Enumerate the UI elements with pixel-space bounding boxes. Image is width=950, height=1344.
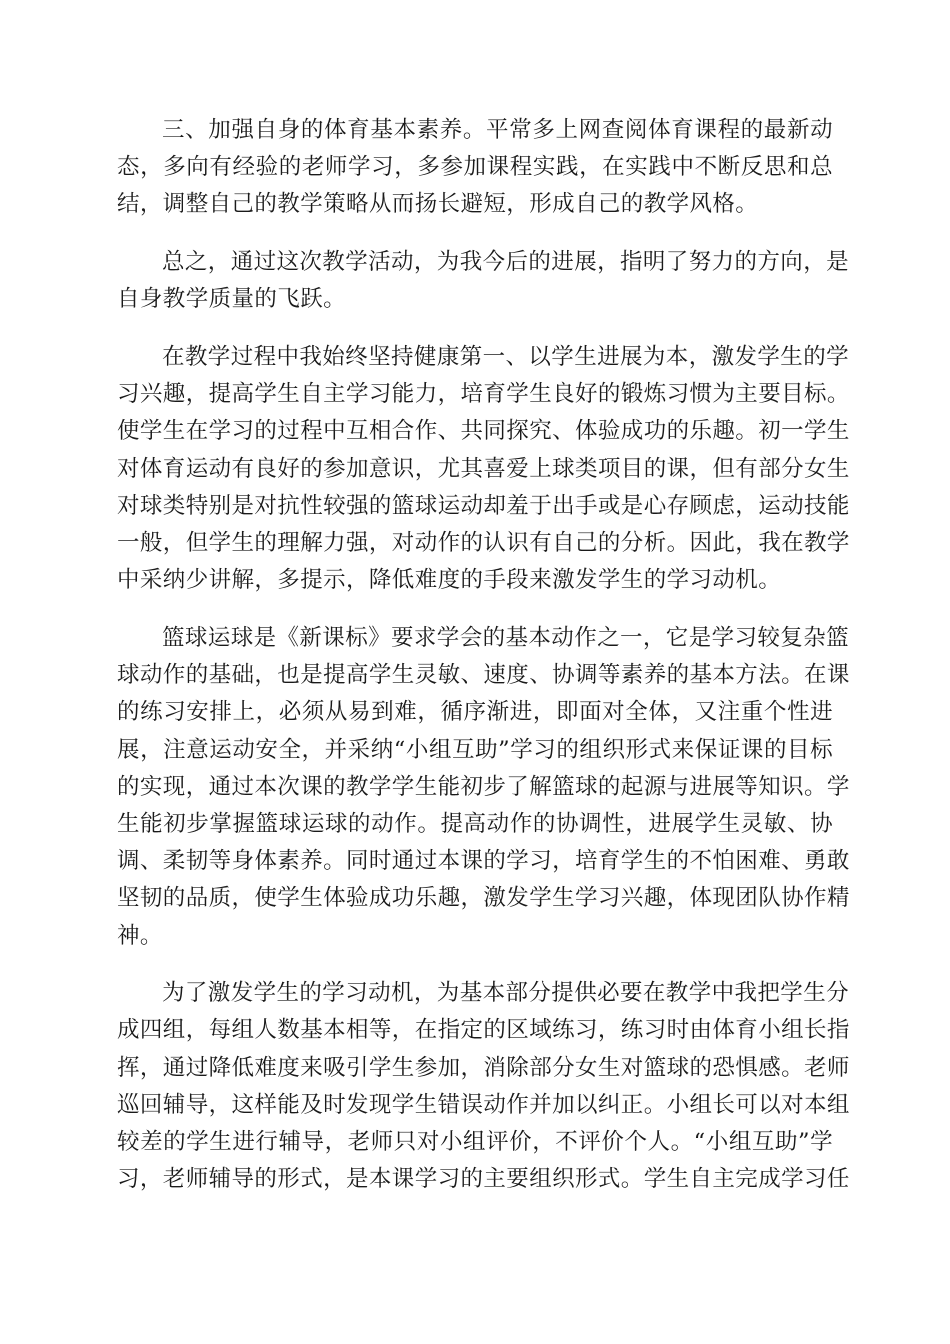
- text-line: 神。: [117, 922, 163, 949]
- text-line: 篮球运球是《新课标》要求学会的基本动作之一，它是学习较复杂篮: [162, 624, 850, 651]
- text-line: 为了激发学生的学习动机，为基本部分提供必要在教学中我把学生分: [162, 980, 850, 1007]
- text-line: 中采纳少讲解，多提示，降低难度的手段来激发学生的学习动机。: [117, 567, 782, 594]
- text-line: 使学生在学习的过程中互相合作、共同探究、体验成功的乐趣。初一学生: [117, 418, 850, 445]
- text-line: 习，老师辅导的形式，是本课学习的主要组织形式。学生自主完成学习任: [117, 1166, 850, 1193]
- paragraph-summary: [117, 244, 850, 318]
- paragraph-group-learning: [117, 975, 850, 1198]
- text-line: 的实现，通过本次课的教学学生能初步了解篮球的起源与进展等知识。学: [117, 773, 850, 800]
- text-line: 对体育运动有良好的参加意识，尤其喜爱上球类项目的课，但有部分女生: [117, 455, 850, 482]
- text-line: 习兴趣，提高学生自主学习能力，培育学生良好的锻炼习惯为主要目标。: [117, 381, 850, 408]
- text-line: 对球类特别是对抗性较强的篮球运动却羞于出手或是心存顾虑，运动技能: [117, 492, 850, 519]
- text-line: 态，多向有经验的老师学习，多参加课程实践，在实践中不断反思和总: [117, 154, 833, 181]
- text-line: 总之，通过这次教学活动，为我今后的进展，指明了努力的方向，是: [162, 249, 850, 276]
- text-line: 生能初步掌握篮球运球的动作。提高动作的协调性，进展学生灵敏、协: [117, 810, 833, 837]
- text-line: 坚韧的品质，使学生体验成功乐趣，激发学生学习兴趣，体现团队协作精: [117, 885, 850, 912]
- text-line: 展，注意运动安全，并采纳“小组互助”学习的组织形式来保证课的目标: [117, 736, 833, 763]
- document-page: [117, 112, 850, 1219]
- text-line: 的练习安排上，必须从易到难，循序渐进，即面对全体，又注重个性进: [117, 699, 833, 726]
- text-line: 三、加强自身的体育基本素养。平常多上网查阅体育课程的最新动: [162, 117, 833, 143]
- text-line: 调、柔韧等身体素养。同时通过本课的学习，培育学生的不怕困难、勇敢: [117, 848, 850, 875]
- text-line: 一般，但学生的理解力强，对动作的认识有自己的分析。因此，我在教学: [117, 530, 850, 557]
- text-line: 结，调整自己的教学策略从而扬长避短，形成自己的教学风格。: [117, 191, 759, 218]
- paragraph-basketball-dribbling: [117, 620, 850, 955]
- text-line: 在教学过程中我始终坚持健康第一、以学生进展为本，激发学生的学: [162, 344, 850, 371]
- paragraph-self-improvement: [117, 112, 833, 224]
- text-line: 较差的学生进行辅导，老师只对小组评价，不评价个人。“小组互助”学: [117, 1129, 833, 1156]
- text-line: 自身教学质量的飞跃。: [117, 286, 347, 313]
- text-line: 球动作的基础，也是提高学生灵敏、速度、协调等素养的基本方法。在课: [117, 662, 850, 689]
- text-line: 成四组，每组人数基本相等，在指定的区域练习，练习时由体育小组长指: [117, 1017, 850, 1044]
- text-line: 挥，通过降低难度来吸引学生参加，消除部分女生对篮球的恐惧感。老师: [117, 1054, 850, 1081]
- text-line: 巡回辅导，这样能及时发现学生错误动作并加以纠正。小组长可以对本组: [117, 1091, 850, 1118]
- paragraph-teaching-process: [117, 339, 850, 599]
